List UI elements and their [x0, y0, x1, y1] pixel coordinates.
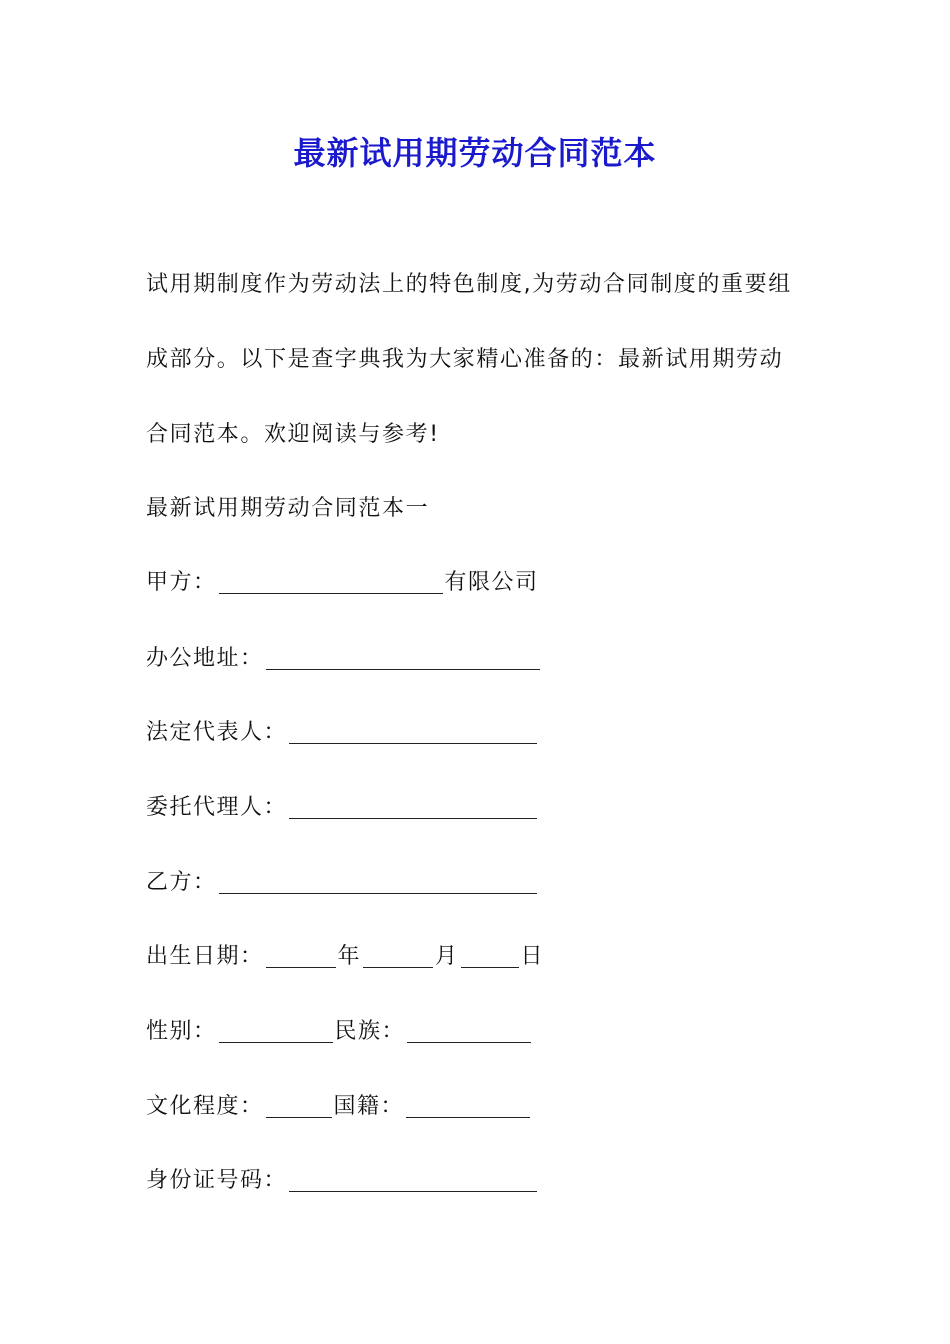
birth-label: 出生日期： [146, 944, 264, 969]
legal-rep-field [146, 718, 539, 748]
gender-blank [219, 1020, 333, 1043]
intro-line-2: 成部分。以下是查字典我为大家精心准备的：最新试用期劳动 [146, 347, 784, 372]
page-title: 最新试用期劳动合同范本 [293, 134, 657, 172]
office-address-label: 办公地址： [146, 646, 264, 671]
nationality-label: 国籍： [333, 1094, 405, 1119]
legal-rep-blank [289, 721, 537, 744]
ethnicity-label: 民族： [334, 1019, 406, 1044]
id-label: 身份证号码： [146, 1168, 288, 1193]
id-blank [289, 1169, 537, 1192]
year-label: 年 [337, 944, 362, 969]
id-number-field [146, 1166, 539, 1196]
legal-rep-label: 法定代表人： [146, 720, 288, 745]
nationality-blank [406, 1095, 530, 1118]
ethnicity-blank [407, 1020, 531, 1043]
party-a-field [146, 568, 539, 598]
party-b-field [146, 868, 539, 898]
birth-day-blank [461, 945, 519, 968]
gender-label: 性别： [146, 1019, 217, 1044]
birth-month-blank [363, 945, 433, 968]
education-nationality-field [146, 1092, 532, 1122]
party-a-suffix: 有限公司 [444, 570, 539, 595]
party-b-label: 乙方： [146, 870, 217, 895]
day-label: 日 [520, 944, 545, 969]
birth-year-blank [266, 945, 336, 968]
birth-date-field [146, 942, 544, 972]
party-b-blank [219, 871, 537, 894]
agent-field [146, 793, 539, 823]
party-a-label: 甲方： [146, 570, 217, 595]
agent-blank [289, 796, 537, 819]
party-a-blank [219, 571, 443, 594]
section-heading: 最新试用期劳动合同范本一 [146, 496, 430, 521]
month-label: 月 [435, 944, 459, 969]
gender-ethnicity-field [146, 1017, 533, 1047]
intro-line-3: 合同范本。欢迎阅读与参考! [146, 422, 440, 447]
intro-line-1: 试用期制度作为劳动法上的特色制度,为劳动合同制度的重要组 [146, 272, 792, 297]
education-label: 文化程度： [146, 1094, 264, 1119]
education-blank [266, 1095, 332, 1118]
agent-label: 委托代理人： [146, 795, 288, 820]
office-address-blank [266, 647, 540, 670]
office-address-field [146, 644, 542, 674]
